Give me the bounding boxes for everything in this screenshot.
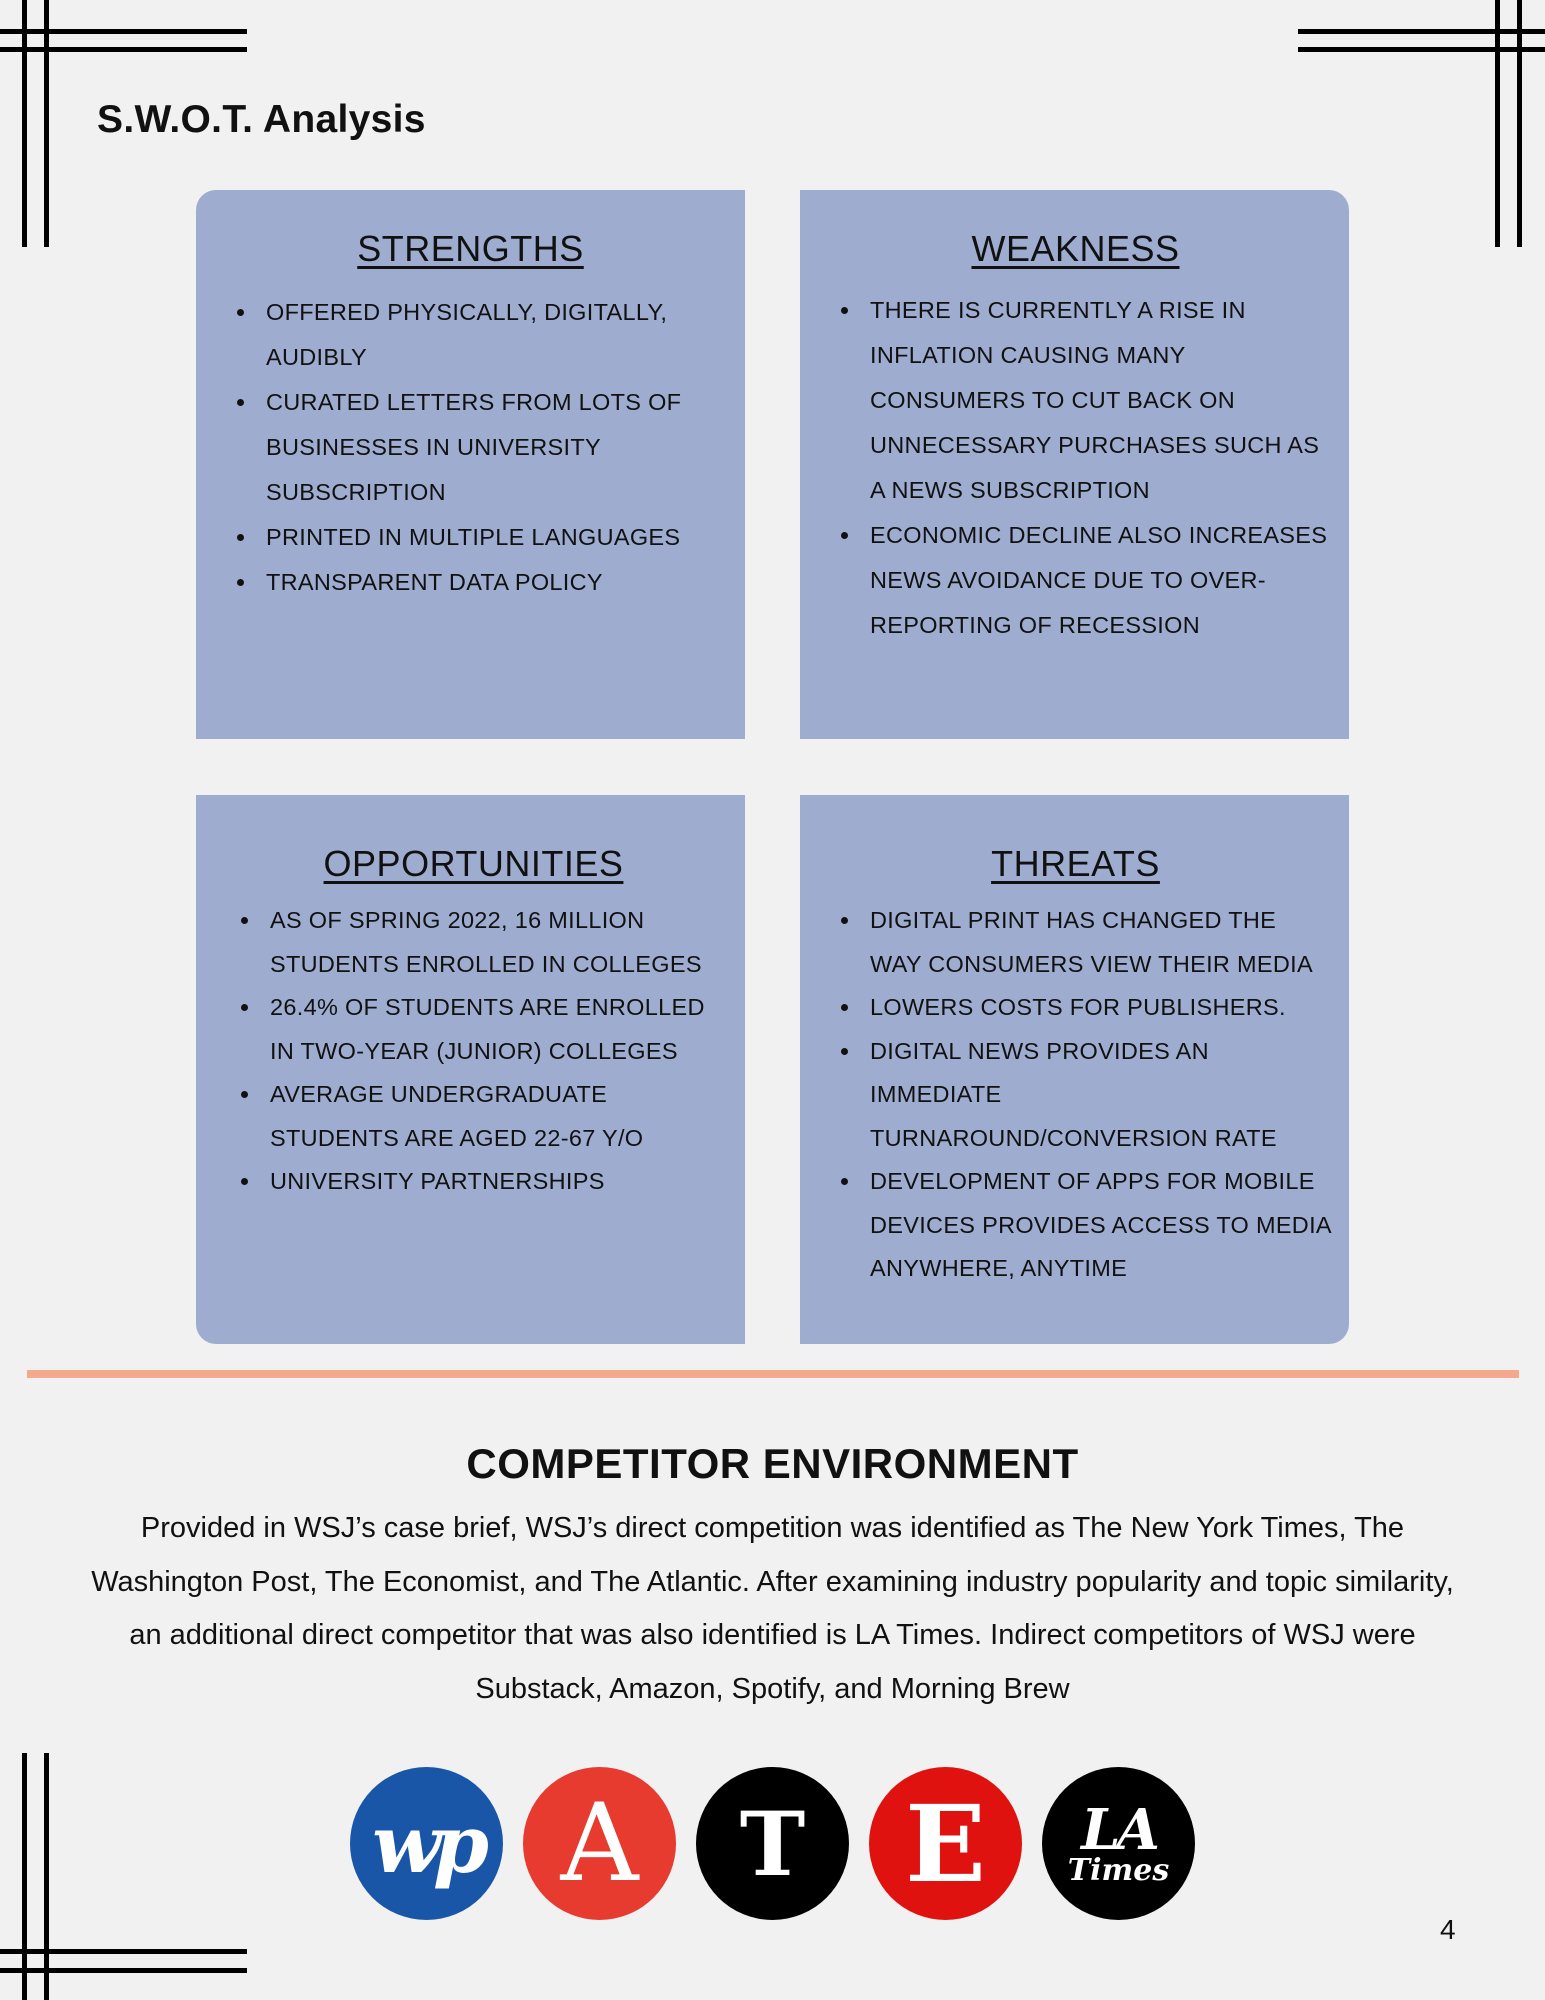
new-york-times-logo-text: T bbox=[739, 1791, 806, 1896]
list-item: • CURATED LETTERS FROM LOTS OF BUSINESSES IN UNIVERSITY SUBSCRIPTION bbox=[258, 380, 725, 515]
opportunities-card bbox=[196, 795, 745, 1344]
list-item: • THERE IS CURRENTLY A RISE IN INFLATION CAUSING MANY CONSUMERS TO CUT BACK ON UNNECESSARY PURCHASES SUCH AS A NEWS SUBSCRIPTION bbox=[862, 288, 1331, 513]
opportunities-list bbox=[220, 899, 727, 1204]
list-item: • UNIVERSITY PARTNERSHIPS bbox=[262, 1160, 727, 1204]
list-item: • ECONOMIC DECLINE ALSO INCREASES NEWS AVOIDANCE DUE TO OVER-REPORTING OF RECESSION bbox=[862, 513, 1331, 648]
list-item: • OFFERED PHYSICALLY, DIGITALLY, AUDIBLY bbox=[258, 290, 725, 380]
list-item: • 26.4% OF STUDENTS ARE ENROLLED IN TWO-YEAR (JUNIOR) COLLEGES bbox=[262, 986, 727, 1073]
strengths-card bbox=[196, 190, 745, 739]
list-item: • AVERAGE UNDERGRADUATE STUDENTS ARE AGED 22-67 Y/O bbox=[262, 1073, 727, 1160]
section-divider bbox=[27, 1370, 1519, 1378]
threats-heading: THREATS bbox=[991, 843, 1160, 884]
weakness-heading: WEAKNESS bbox=[971, 228, 1180, 269]
competitor-heading: COMPETITOR ENVIRONMENT bbox=[466, 1440, 1079, 1487]
list-item: • PRINTED IN MULTIPLE LANGUAGES bbox=[258, 515, 725, 560]
list-item: • DIGITAL NEWS PROVIDES AN IMMEDIATE TURNAROUND/CONVERSION RATE bbox=[862, 1030, 1331, 1161]
weakness-card bbox=[800, 190, 1349, 739]
washington-post-logo bbox=[350, 1767, 503, 1920]
strengths-list bbox=[216, 290, 725, 605]
la-times-logo-top: LA bbox=[1081, 1796, 1156, 1863]
the-economist-logo bbox=[869, 1767, 1022, 1920]
threats-card bbox=[800, 795, 1349, 1344]
the-atlantic-logo-text: A bbox=[560, 1781, 639, 1906]
strengths-heading: STRENGTHS bbox=[357, 228, 584, 269]
list-item: • DEVELOPMENT OF APPS FOR MOBILE DEVICES PROVIDES ACCESS TO MEDIA ANYWHERE, ANYTIME bbox=[862, 1160, 1331, 1291]
list-item: • DIGITAL PRINT HAS CHANGED THE WAY CONSUMERS VIEW THEIR MEDIA bbox=[862, 899, 1331, 986]
la-times-logo bbox=[1042, 1767, 1195, 1920]
page-number: 4 bbox=[1440, 1914, 1456, 1945]
la-times-logo-bottom: Times bbox=[1067, 1852, 1170, 1888]
new-york-times-logo bbox=[696, 1767, 849, 1920]
list-item: • AS OF SPRING 2022, 16 MILLION STUDENTS ENROLLED IN COLLEGES bbox=[262, 899, 727, 986]
washington-post-logo-text: wp bbox=[372, 1796, 481, 1891]
competitor-paragraph: Provided in WSJ’s case brief, WSJ’s direct competition was identified as The New York Times, The Washington Post, The Economist, and The Atlantic. After examining industry popularity and topic similarity, an additional direct competitor that was also identified is LA Times. Indirect competitors of WSJ were Substack, Amazon, Spotify, and Morning Brew bbox=[91, 1512, 1454, 1705]
threats-list bbox=[820, 899, 1331, 1291]
weakness-list bbox=[820, 288, 1331, 648]
page-title: S.W.O.T. Analysis bbox=[97, 98, 426, 141]
the-economist-logo-text: E bbox=[905, 1781, 986, 1906]
list-item: • LOWERS COSTS FOR PUBLISHERS. bbox=[862, 986, 1331, 1030]
list-item: • TRANSPARENT DATA POLICY bbox=[258, 560, 725, 605]
opportunities-heading: OPPORTUNITIES bbox=[323, 843, 624, 884]
the-atlantic-logo bbox=[523, 1767, 676, 1920]
